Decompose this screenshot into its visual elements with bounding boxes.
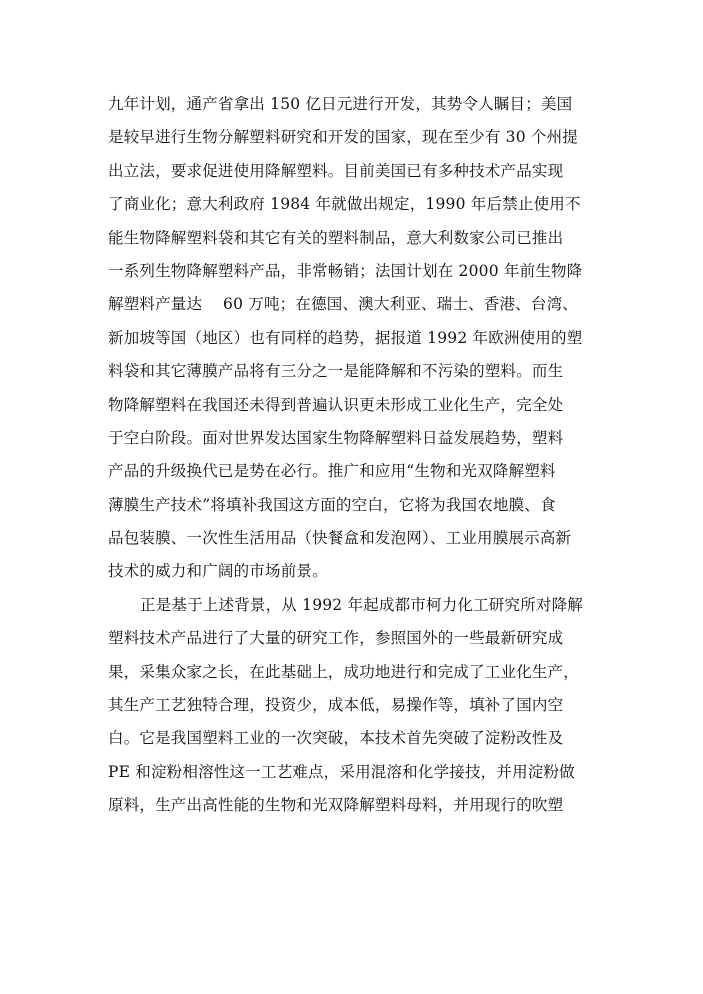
text-line: 新加坡等国（地区）也有同样的趋势，据报道 1992 年欧洲使用的塑: [108, 328, 583, 347]
text-line: 果，采集众家之长，在此基础上，成功地进行和完成了工业化生产，: [108, 662, 580, 681]
text-line: 产品的升级换代已是势在必行。推广和应用“生物和光双降解塑料: [108, 462, 556, 481]
paragraph-2: [108, 589, 600, 823]
text-line: 是较早进行生物分解塑料研究和开发的国家，现在至少有 30 个州提: [108, 128, 578, 147]
paragraph-1: [108, 88, 600, 589]
text-line: 原料，生产出高性能的生物和光双降解塑料母料，并用现行的吹塑: [108, 796, 564, 815]
text-line: 料袋和其它薄膜产品将有三分之一是能降解和不污染的塑料。而生: [108, 362, 564, 381]
text-line: PE 和淀粉相溶性这一工艺难点，采用混溶和化学接技，并用淀粉做: [108, 762, 575, 781]
text-line: 薄膜生产技术”将填补我国这方面的空白，它将为我国农地膜、食: [108, 495, 556, 514]
text-line: 品包装膜、一次性生活用品（快餐盒和发泡网）、工业用膜展示高新: [108, 529, 572, 548]
body-text: [108, 88, 600, 823]
text-line: 于空白阶段。面对世界发达国家生物降解塑料日益发展趋势，塑料: [108, 428, 564, 447]
text-line: 物降解塑料在我国还未得到普遍认识更未形成工业化生产，完全处: [108, 395, 564, 414]
text-line: 正是基于上述背景，从 1992 年起成都市柯力化工研究所对降解: [140, 595, 584, 614]
text-line: 解塑料产量达 60 万吨；在德国、澳大利亚、瑞士、香港、台湾、: [108, 295, 578, 314]
text-line: 能生物降解塑料袋和其它有关的塑料制品，意大利数家公司已推出: [108, 228, 564, 247]
text-line: 技术的威力和广阔的市场前景。: [108, 562, 328, 581]
text-line: 出立法，要求促进使用降解塑料。目前美国已有多种技术产品实现: [108, 161, 564, 180]
text-line: 其生产工艺独特合理，投资少，成本低，易操作等，填补了国内空: [108, 696, 564, 715]
text-line: 了商业化；意大利政府 1984 年就做出规定，1990 年后禁止使用不: [108, 195, 581, 214]
text-line: 塑料技术产品进行了大量的研究工作，参照国外的一些最新研究成: [108, 629, 564, 648]
text-line: 九年计划，通产省拿出 150 亿日元进行开发，其势令人瞩目；美国: [108, 95, 573, 113]
text-line: 一系列生物降解塑料产品，非常畅销；法国计划在 2000 年前生物降: [108, 261, 583, 280]
text-line: 白。它是我国塑料工业的一次突破，本技术首先突破了淀粉改性及: [108, 729, 564, 748]
